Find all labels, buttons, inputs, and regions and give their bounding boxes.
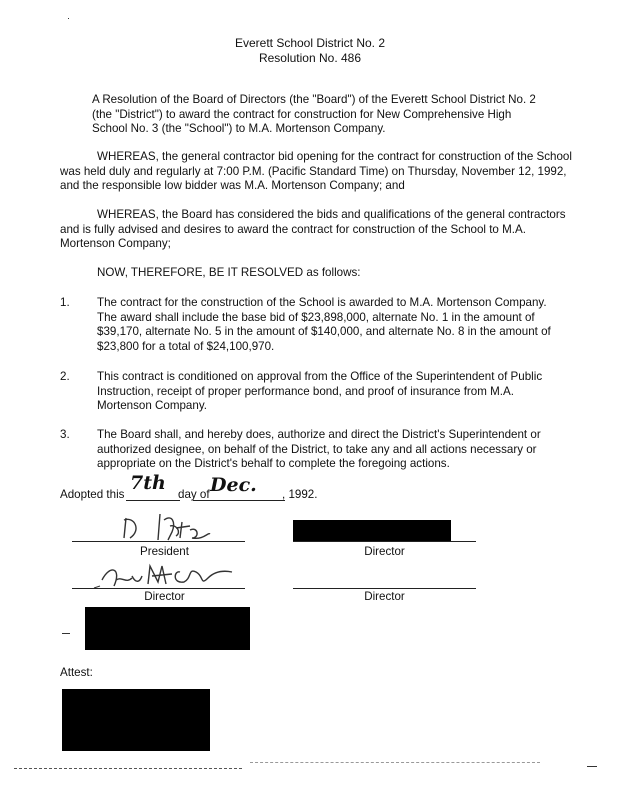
whereas-paragraph-2: WHEREAS, the Board has considered the bids and qualifications of the general contractors and is fully advised and desires to award the contract for construction of the School to M.A. Mortenson Company;: [60, 208, 566, 250]
item-number-2: 2.: [60, 370, 70, 383]
whereas-paragraph-1: WHEREAS, the general contractor bid opening for the contract for construction of the School was held duly and regularly at 7:00 P.M. (Pacific Standard Time) on Thursday, November 12, 1992, and the responsible low bidder was M.A. Mortenson Company; and: [60, 150, 572, 192]
director-signature-line-1: [293, 541, 476, 542]
redaction-block-director-1: [293, 520, 451, 542]
resolved-heading: NOW, THEREFORE, BE IT RESOLVED as follows:: [97, 266, 361, 279]
adopted-middle: day of: [178, 488, 210, 501]
attest-label: Attest:: [60, 666, 93, 679]
adopted-day-handwritten: 7th: [130, 472, 166, 494]
director-signature-line-2: [72, 588, 245, 589]
adopted-suffix: , 1992.: [282, 488, 318, 501]
adopted-prefix: Adopted this: [60, 488, 125, 501]
scan-speck-2: [587, 766, 597, 767]
bottom-scan-line-2: [250, 762, 540, 763]
month-underline: [193, 500, 285, 501]
director-label-2: Director: [144, 590, 185, 603]
director-signature: [92, 558, 242, 592]
intro-paragraph: A Resolution of the Board of Directors (the "Board") of the Everett School District No. 2 (the "District") to award the contract for construction for New Comprehensive High School No. 3 (the "School") to M.A. Mortenson Company.: [92, 93, 536, 135]
item-text-3: The Board shall, and hereby does, authorize and direct the District's Superintendent or authorized designee, on behalf of the District, to take any and all actions necessary or appropriate on the District's behalf to complete the foregoing actions.: [97, 428, 541, 470]
president-signature-line: [72, 541, 245, 542]
director-label-1: Director: [364, 545, 405, 558]
item-text-1: The contract for the construction of the School is awarded to M.A. Mortenson Company. The award shall include the base bid of $23,898,000, alternate No. 1 in the amount of $39,170, alternate No. 5 in the amount of $140,000, and alternate No. 8 in the amount of $23,800 for a total of $24,100,970.: [97, 296, 551, 353]
director-signature-line-3: [293, 588, 476, 589]
redaction-block-signature-3: [85, 607, 250, 650]
president-signature: [112, 512, 222, 544]
director-label-3: Director: [364, 590, 405, 603]
district-name: Everett School District No. 2: [234, 36, 386, 50]
document-title: [0, 36, 620, 66]
item-text-2: This contract is conditioned on approval from the Office of the Superintendent of Public Instruction, receipt of proper performance bond, and proof of insurance from M.A. Mortenson Company.: [97, 370, 543, 412]
redaction-block-attest: [62, 689, 210, 751]
day-underline: [126, 500, 180, 501]
resolution-number: Resolution No. 486: [258, 51, 362, 65]
adopted-month-handwritten: Dec.: [210, 474, 257, 496]
item-number-3: 3.: [60, 428, 70, 441]
scan-speck: [68, 18, 69, 19]
scan-mark: [62, 633, 70, 634]
adopted-line: [60, 472, 360, 506]
bottom-scan-line: [14, 768, 242, 769]
item-number-1: 1.: [60, 296, 70, 309]
president-label: President: [140, 545, 189, 558]
